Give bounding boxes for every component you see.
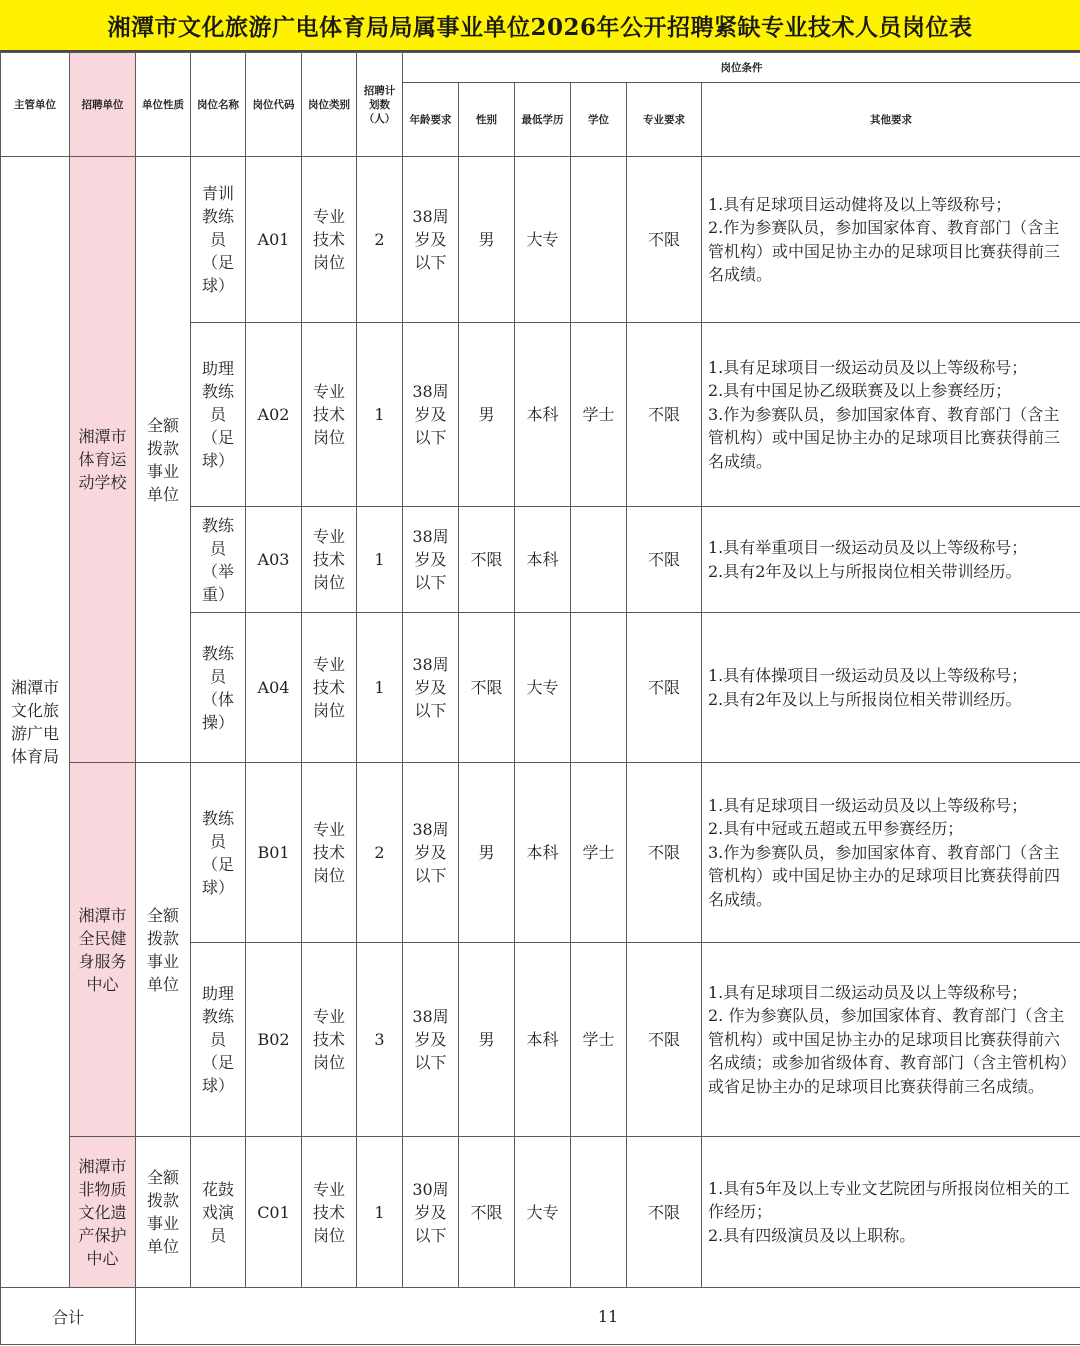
quota-cell: 1	[357, 507, 403, 613]
header-degree: 学位	[571, 83, 627, 157]
education-cell: 大专	[515, 1137, 571, 1288]
post-category-cell: 专业技术岗位	[302, 323, 357, 507]
header-supervisor: 主管单位	[1, 53, 70, 157]
requirement-line: 2. 作为参赛队员，参加国家体育、教育部门（含主管机构）或中国足协主办的足球项目比赛获得前六名成绩；或参加省级体育、教育部门（含主管机构）或省足协主办的足球项目比赛获得前三名成绩。	[708, 1006, 1069, 1096]
post-code-cell: A02	[246, 323, 302, 507]
post-name-cell: 花鼓戏演员	[191, 1137, 246, 1288]
education-cell: 大专	[515, 613, 571, 763]
post-table	[0, 52, 1080, 1345]
major-cell: 不限	[627, 613, 702, 763]
header-post-code: 岗位代码	[246, 53, 302, 157]
other-requirements-cell	[702, 1137, 1080, 1288]
table-title: 湘潭市文化旅游广电体育局局属事业单位2026年公开招聘紧缺专业技术人员岗位表	[0, 0, 1080, 52]
degree-cell: 学士	[571, 943, 627, 1137]
unit-nature-cell: 全额拨款事业单位	[136, 763, 191, 1137]
education-cell: 本科	[515, 323, 571, 507]
age-cell: 38周岁及以下	[403, 613, 459, 763]
supervisor-cell: 湘潭市文化旅游广电体育局	[1, 157, 70, 1288]
post-code-cell: A03	[246, 507, 302, 613]
header-unit-nature: 单位性质	[136, 53, 191, 157]
post-category-cell: 专业技术岗位	[302, 157, 357, 323]
requirement-line: 3.作为参赛队员，参加国家体育、教育部门（含主管机构）或中国足协主办的足球项目比赛获得前四名成绩。	[708, 842, 1061, 909]
table-row	[1, 157, 1080, 323]
total-label: 合计	[1, 1288, 136, 1345]
age-cell: 38周岁及以下	[403, 323, 459, 507]
other-requirements-cell	[702, 943, 1080, 1137]
post-name-cell: 青训教练员（足球）	[191, 157, 246, 323]
header-other: 其他要求	[702, 83, 1080, 157]
post-name-cell: 教练员（体操）	[191, 613, 246, 763]
post-name-cell: 教练员（足球）	[191, 763, 246, 943]
header-quota: 招聘计划数（人）	[357, 53, 403, 157]
age-cell: 38周岁及以下	[403, 157, 459, 323]
degree-cell	[571, 157, 627, 323]
gender-cell: 不限	[459, 613, 515, 763]
gender-cell: 男	[459, 943, 515, 1137]
gender-cell: 男	[459, 323, 515, 507]
total-row	[1, 1288, 1080, 1345]
post-category-cell: 专业技术岗位	[302, 613, 357, 763]
post-category-cell: 专业技术岗位	[302, 1137, 357, 1288]
header-education: 最低学历	[515, 83, 571, 157]
post-name-cell: 助理教练员（足球）	[191, 323, 246, 507]
total-value: 11	[136, 1288, 1080, 1345]
requirement-line: 1.具有足球项目二级运动员及以上等级称号；	[708, 982, 1028, 1002]
other-requirements-cell	[702, 157, 1080, 323]
header-row-1	[1, 53, 1080, 83]
unit-name-cell: 湘潭市全民健身服务中心	[70, 763, 136, 1137]
degree-cell	[571, 613, 627, 763]
education-cell: 本科	[515, 943, 571, 1137]
post-category-cell: 专业技术岗位	[302, 763, 357, 943]
requirement-line: 1.具有举重项目一级运动员及以上等级称号；	[708, 538, 1028, 558]
header-gender: 性别	[459, 83, 515, 157]
education-cell: 本科	[515, 763, 571, 943]
quota-cell: 1	[357, 1137, 403, 1288]
requirement-line: 1.具有足球项目一级运动员及以上等级称号；	[708, 795, 1028, 815]
gender-cell: 不限	[459, 507, 515, 613]
post-name-cell: 教练员（举重）	[191, 507, 246, 613]
quota-cell: 1	[357, 323, 403, 507]
header-age: 年龄要求	[403, 83, 459, 157]
post-category-cell: 专业技术岗位	[302, 943, 357, 1137]
header-post-category: 岗位类别	[302, 53, 357, 157]
major-cell: 不限	[627, 157, 702, 323]
post-name-cell: 助理教练员（足球）	[191, 943, 246, 1137]
age-cell: 38周岁及以下	[403, 507, 459, 613]
requirement-line: 2.具有2年及以上与所报岗位相关带训经历。	[708, 689, 1022, 709]
degree-cell	[571, 507, 627, 613]
gender-cell: 男	[459, 763, 515, 943]
requirement-line: 1.具有足球项目运动健将及以上等级称号；	[708, 194, 1012, 214]
degree-cell: 学士	[571, 763, 627, 943]
quota-cell: 1	[357, 613, 403, 763]
requirement-line: 2.具有四级演员及以上职称。	[708, 1225, 916, 1245]
major-cell: 不限	[627, 943, 702, 1137]
requirement-line: 2.具有2年及以上与所报岗位相关带训经历。	[708, 561, 1022, 581]
unit-name-cell: 湘潭市非物质文化遗产保护中心	[70, 1137, 136, 1288]
post-code-cell: C01	[246, 1137, 302, 1288]
other-requirements-cell	[702, 763, 1080, 943]
major-cell: 不限	[627, 507, 702, 613]
quota-cell: 2	[357, 157, 403, 323]
post-code-cell: A04	[246, 613, 302, 763]
requirement-line: 1.具有足球项目一级运动员及以上等级称号；	[708, 357, 1028, 377]
post-code-cell: A01	[246, 157, 302, 323]
other-requirements-cell	[702, 613, 1080, 763]
requirement-line: 2.具有中冠或五超或五甲参赛经历；	[708, 819, 964, 839]
degree-cell: 学士	[571, 323, 627, 507]
post-code-cell: B02	[246, 943, 302, 1137]
requirement-line: 1.具有体操项目一级运动员及以上等级称号；	[708, 666, 1028, 686]
major-cell: 不限	[627, 1137, 702, 1288]
unit-nature-cell: 全额拨款事业单位	[136, 157, 191, 763]
header-post-name: 岗位名称	[191, 53, 246, 157]
age-cell: 38周岁及以下	[403, 763, 459, 943]
table-row	[1, 1137, 1080, 1288]
header-major: 专业要求	[627, 83, 702, 157]
requirement-line: 3.作为参赛队员，参加国家体育、教育部门（含主管机构）或中国足协主办的足球项目比赛获得前三名成绩。	[708, 404, 1061, 471]
major-cell: 不限	[627, 323, 702, 507]
post-category-cell: 专业技术岗位	[302, 507, 357, 613]
requirement-line: 1.具有5年及以上专业文艺院团与所报岗位相关的工作经历；	[708, 1178, 1070, 1222]
header-recruiting-unit: 招聘单位	[70, 53, 136, 157]
age-cell: 30周岁及以下	[403, 1137, 459, 1288]
requirement-line: 2.作为参赛队员，参加国家体育、教育部门（含主管机构）或中国足协主办的足球项目比赛获得前三名成绩。	[708, 218, 1061, 284]
education-cell: 大专	[515, 157, 571, 323]
table-row	[1, 763, 1080, 943]
gender-cell: 男	[459, 157, 515, 323]
header-conditions: 岗位条件	[403, 53, 1080, 83]
other-requirements-cell	[702, 323, 1080, 507]
quota-cell: 3	[357, 943, 403, 1137]
gender-cell: 不限	[459, 1137, 515, 1288]
unit-nature-cell: 全额拨款事业单位	[136, 1137, 191, 1288]
major-cell: 不限	[627, 763, 702, 943]
post-code-cell: B01	[246, 763, 302, 943]
requirement-line: 2.具有中国足协乙级联赛及以上参赛经历；	[708, 381, 1012, 401]
unit-name-cell: 湘潭市体育运动学校	[70, 157, 136, 763]
quota-cell: 2	[357, 763, 403, 943]
age-cell: 38周岁及以下	[403, 943, 459, 1137]
degree-cell	[571, 1137, 627, 1288]
education-cell: 本科	[515, 507, 571, 613]
other-requirements-cell	[702, 507, 1080, 613]
